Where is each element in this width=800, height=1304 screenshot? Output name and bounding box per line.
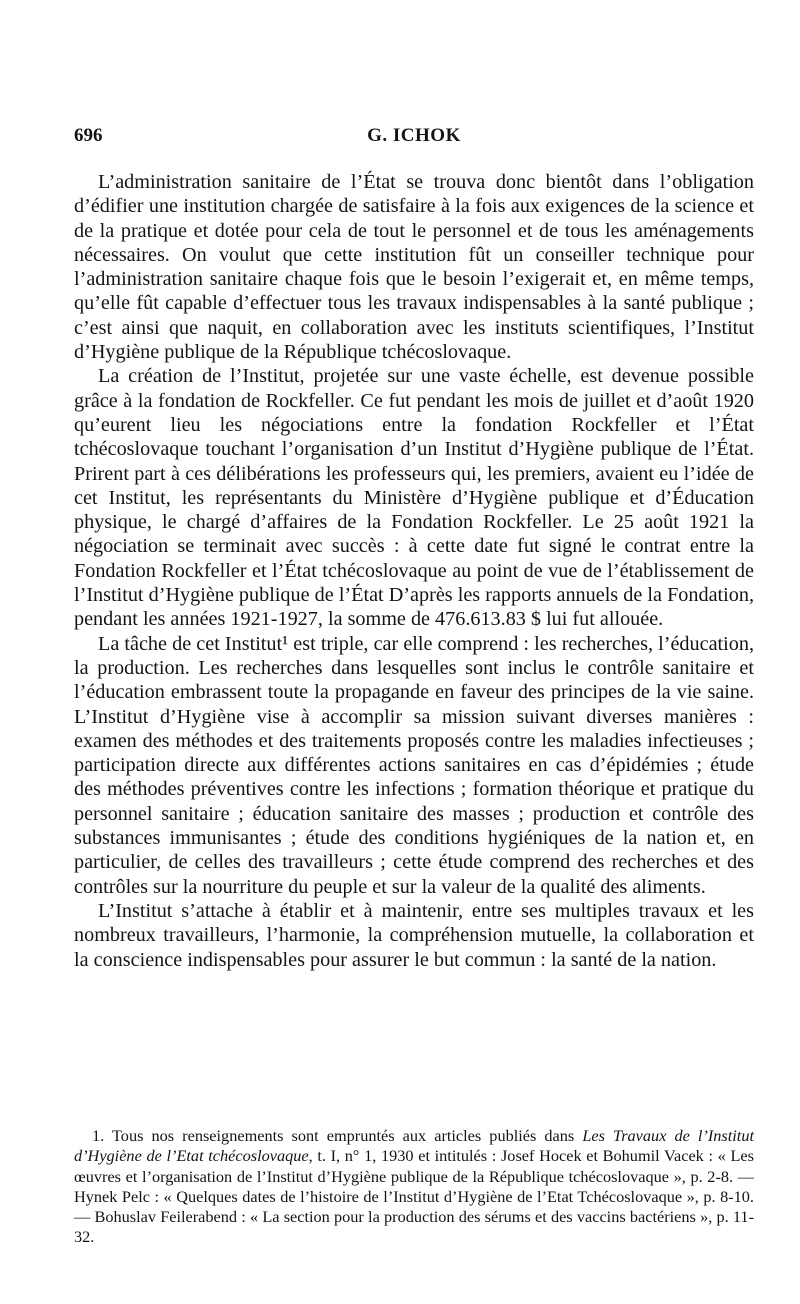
page-header [74,125,754,151]
paragraph-1: L’administration sanitaire de l’État se trouva donc bientôt dans l’obligation d’édifier une institution chargée de satisfaire à la fois aux exigences de la science et de la pratique et dotée pour cela de tout le personnel et de tous les aménagements nécessaires. On voulut que cette institution fût un conseiller technique pour l’administration sanitaire chaque fois que le besoin l’exigerait et, en même temps, qu’elle fût capable d’effectuer tous les travaux indispensables à la santé publique ; c’est ainsi que naquit, en collaboration avec les instituts scientifiques, l’Institut d’Hygiène publique de la République tchécoslovaque. [74,171,754,364]
footnote [74,1126,754,1248]
footnote-text-start: 1. Tous nos renseignements sont empruntés aux articles publiés dans [92,1126,583,1145]
paragraph-4: L’Institut s’attache à établir et à maintenir, entre ses multiples travaux et les nombreux travailleurs, l’harmonie, la compréhension mutuelle, la collaboration et la conscience indispensables pour assurer le but commun : la santé de la nation. [74,899,754,971]
body-text [74,170,754,972]
footnote-journal-title: Les Travaux de l’Institut d’Hygiène de l’Etat tchécoslovaque [74,1126,754,1166]
footnote-text-end: , t. I, n° 1, 1930 et intitulés : Josef Hocek et Bohumil Vacek : « Les œuvres et l’organisation de l’Institut d’Hygiène publique de la République tchécoslovaque », p. 2-8. — Hynek Pelc : « Quelques dates de l’histoire de l’Institut d’Hygiène de l’Etat Tchécoslovaque », p. 8-10. — Bohuslav Feilerabend : « La section pour la production des sérums et des vaccins bactériens », p. 11-32. [74,1146,754,1247]
paragraph-3: La tâche de cet Institut¹ est triple, car elle comprend : les recherches, l’éducation, la production. Les recherches dans lesquelles sont inclus le contrôle sanitaire et l’éducation embrassent toute la propagande en faveur des principes de la vie saine. L’Institut d’Hygiène vise à accomplir sa mission suivant diverses manières : examen des méthodes et des traitements proposés contre les maladies infectieuses ; participation directe aux différentes actions sanitaires en cas d’épidémies ; étude des méthodes préventives contre les infections ; formation théorique et pratique du personnel sanitaire ; éducation sanitaire des masses ; production et contrôle des substances immunisantes ; étude des conditions hygiéniques de la nation et, en particulier, de celles des travailleurs ; cette étude comprend des recherches et des contrôles sur la nourriture du peuple et sur la valeur de la qualité des aliments. [74,632,754,898]
page-number: 696 [74,125,103,146]
running-head-author: G. ICHOK [367,125,461,146]
paragraph-2: La création de l’Institut, projetée sur une vaste échelle, est devenue possible grâce à la fondation de Rockfeller. Ce fut pendant les mois de juillet et d’août 1920 qu’eurent lieu les négociations entre la fondation Rockfeller et l’État tchécoslovaque touchant l’organisation d’un Institut d’Hygiène publique de l’État. Prirent part à ces délibérations les professeurs qui, les premiers, avaient eu l’idée de cet Institut, les représentants du Ministère d’Hygiène publique et d’Éducation physique, le chargé d’affaires de la Fondation Rockfeller. Le 25 août 1921 la négociation se terminait avec succès : à cette date fut signé le contrat entre la Fondation Rockfeller et l’État tchécoslovaque au point de vue de l’établissement de l’Institut d’Hygiène publique de l’État D’après les rapports annuels de la Fondation, pendant les années 1921-1927, la somme de 476.613.83 $ lui fut allouée. [74,365,754,631]
